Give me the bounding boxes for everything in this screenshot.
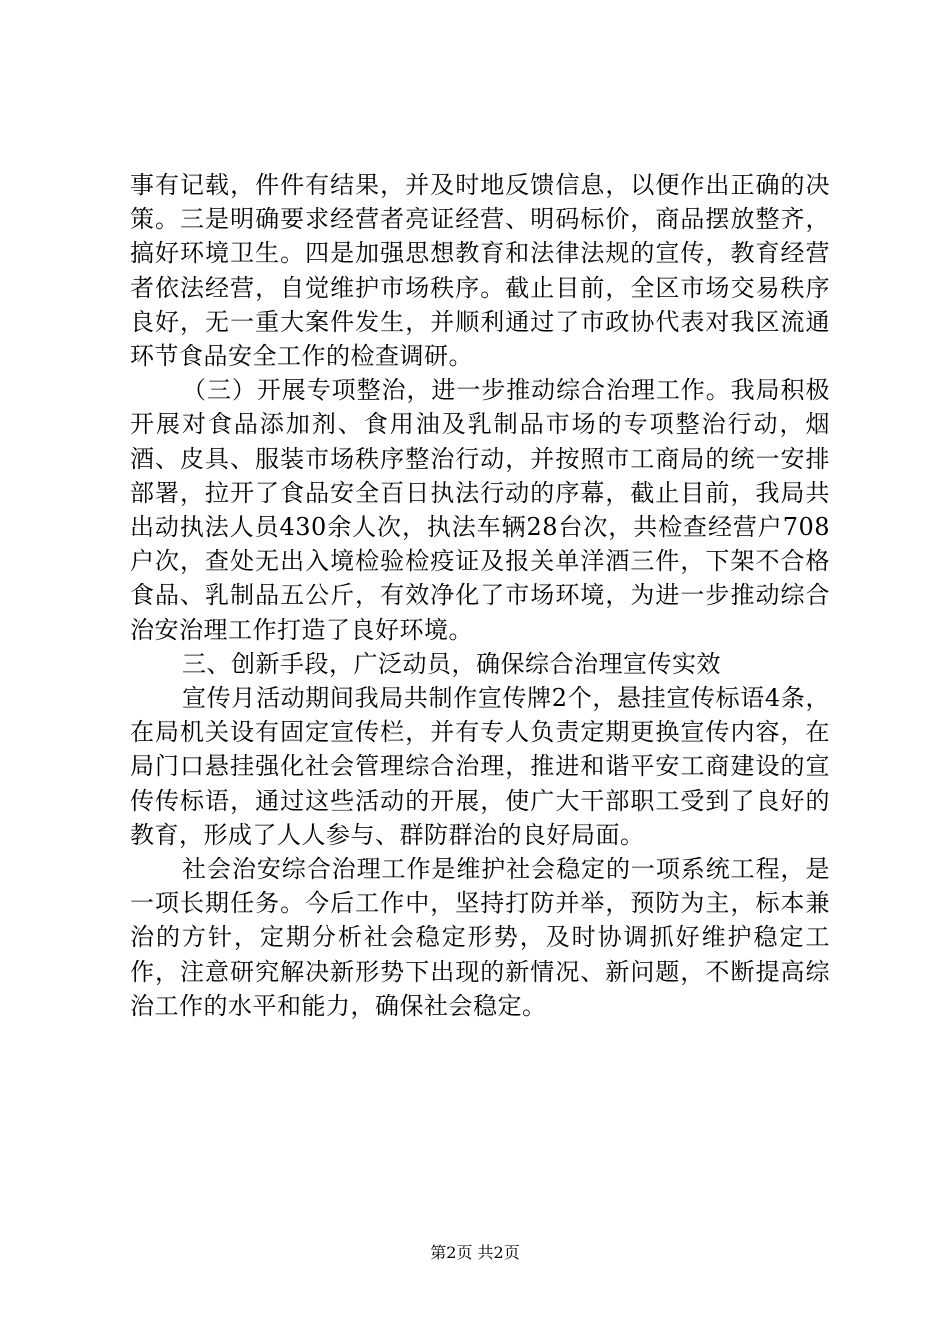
section-heading-publicity: 三、创新手段，广泛动员，确保综合治理宣传实效 xyxy=(182,649,721,678)
paragraph-special-rectification: （三）开展专项整治，进一步推动综合治理工作。我局积极开展对食品添加剂、食用油及乳制品市场的专项整治行动，烟酒、皮具、服装市场秩序整治行动，并按照市工商局的统一安排部署，拉开了食品安全百日执法行动的序幕，截止目前，我局共出动执法人员430余人次，执法车辆28台次，共检查经营户708户次，查处无出入境检验检疫证及报关单洋酒三件，下架不合格食品、乳制品五公斤，有效净化了市场环境，为进一步推动综合治安治理工作打造了良好环境。 xyxy=(130,376,830,644)
page-number-label: 第2页 共2页 xyxy=(430,1243,520,1262)
page-footer xyxy=(0,1243,950,1263)
document-body xyxy=(130,168,830,1023)
paragraph-continuation: 事有记载，件件有结果，并及时地反馈信息，以便作出正确的决策。三是明确要求经营者亮证经营、明码标价，商品摆放整齐，搞好环境卫生。四是加强思想教育和法律法规的宣传，教育经营者依法经营，自觉维护市场秩序。截止目前，全区市场交易秩序良好，无一重大案件发生，并顺利通过了市政协代表对我区流通环节食品安全工作的检查调研。 xyxy=(130,171,830,371)
paragraph-conclusion: 社会治安综合治理工作是维护社会稳定的一项系统工程，是一项长期任务。今后工作中，坚持打防并举，预防为主，标本兼治的方针，定期分析社会稳定形势，及时协调抓好维护稳定工作，注意研究解决新形势下出现的新情况、新问题，不断提高综治工作的水平和能力，确保社会稳定。 xyxy=(130,855,830,1020)
paragraph-publicity-month: 宣传月活动期间我局共制作宣传牌2个，悬挂宣传标语4条，在局机关设有固定宣传栏，并有专人负责定期更换宣传内容，在局门口悬挂强化社会管理综合治理，推进和谐平安工商建设的宣传传标语，通过这些活动的开展，使广大干部职工受到了良好的教育，形成了人人参与、群防群治的良好局面。 xyxy=(130,684,830,849)
